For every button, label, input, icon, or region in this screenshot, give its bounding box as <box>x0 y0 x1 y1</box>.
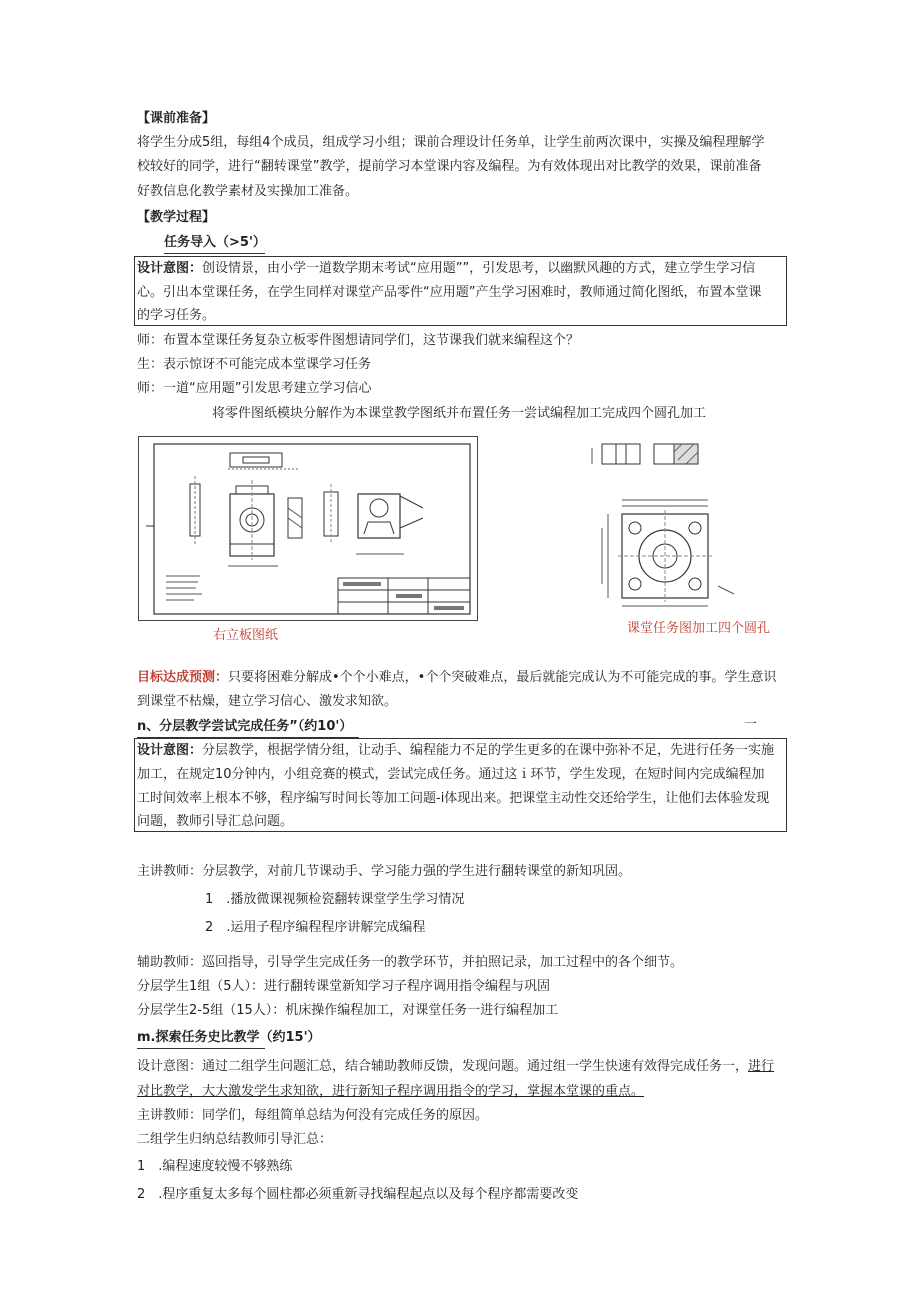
layered-main-teacher: 主讲教师：分层教学，对前几节课动手、学习能力强的学生进行翻转课堂的新知巩固。 <box>137 864 632 879</box>
explore-item-2: 2 .程序重复太多每个圆柱都必须重新寻找编程起点以及每个程序都需要改变 <box>137 1187 579 1202</box>
explore-main-teacher: 主讲教师：同学们，每组简单总结为何没有完成任务的原因。 <box>137 1108 489 1123</box>
prep-line-1: 将学生分成5组，每组4个成员，组成学习小组；课前合理设计任务单，让学生前两次课中，实操及编程理解学 <box>137 135 765 150</box>
layered-step-1: 1 .播放微课视频检瓷翻转课堂学生学习情况 <box>205 892 465 907</box>
intro-design-line-2: 心。引出本堂课任务，在学生同样对课堂产品零件“应用题”产生学习困难时，教师通过简化图纸，布置本堂课 <box>137 285 762 300</box>
intro-design-line-1 <box>137 260 755 278</box>
goal-line-2: 到课堂不枯燥，建立学习信心、激发求知欲。 <box>137 694 398 709</box>
layered-design-label: 设计意图： <box>137 743 203 758</box>
explore-heading: m.探索任务史比教学（约15'） <box>137 1030 321 1045</box>
goal-label: 目标达成预测： <box>137 670 229 685</box>
task-intro-underline <box>164 253 265 254</box>
layered-heading: n、分层教学尝试完成任务”（约10'） <box>137 719 353 734</box>
dialogue-line-3: 师：一道“应用题”引发思考建立学习信心 <box>137 381 372 396</box>
prep-line-3: 好教信息化教学素材及实操加工准备。 <box>137 184 359 199</box>
layered-design-line-1 <box>137 742 774 760</box>
task-part-drawing <box>578 436 748 621</box>
design-label: 设计意图： <box>137 261 203 276</box>
task-intro-heading: 任务导入（>5'） <box>164 235 266 250</box>
layered-design-line-4: 问题，教师引导汇总问题。 <box>137 814 294 829</box>
dialogue-line-2: 生：表示惊讶不可能完成本堂课学习任务 <box>137 357 372 372</box>
layered-group-2: 分层学生2-5组（15人）：机床操作编程加工，对课堂任务一进行编程加工 <box>137 1003 559 1018</box>
layered-design-line-3: 工时间效率上根本不够，程序编写时间长等加工问题-i体现出来。把课堂主动性交还给学生，让他们去体验发现 <box>137 791 770 806</box>
intro-design-line-3: 的学习任务。 <box>137 308 216 323</box>
layered-design-line-2: 加工，在规定10分钟内，小组竞赛的模式，尝试完成任务。通过这ｉ环节，学生发现，在短时间内完成编程加 <box>137 767 765 782</box>
goal-line-1 <box>137 669 776 687</box>
layered-group-1: 分层学生1组（5人）：进行翻转课堂新知学习子程序调用指令编程与巩固 <box>137 979 551 994</box>
prep-line-2: 校较好的同学，进行“翻转课堂”教学，提前学习本堂课内容及编程。为有效体现出对比教学的效果，课前准备 <box>137 159 762 174</box>
right-figure-caption: 课堂任务图加工四个圆孔 <box>627 621 771 636</box>
explore-design-text-1: 设计意图：通过二组学生问题汇总，结合辅助教师反馈，发现问题。通过组一学生快速有效得完成任务一， <box>137 1059 749 1074</box>
explore-heading-underline <box>137 1048 265 1049</box>
layered-dash: 一 <box>744 717 758 732</box>
intro-design-text-1: 创设情景，由小学一道数学期末考试“应用题””，引发思考，以幽默风趣的方式，建立学生学习信 <box>202 261 756 276</box>
explore-design-line-1 <box>137 1058 774 1076</box>
explore-design-line-2: 对比教学，大大激发学生求知欲，进行新知子程序调用指令的学习，掌握本堂课的重点。 <box>137 1084 645 1099</box>
prep-heading: 【课前准备】 <box>137 111 216 126</box>
explore-summary: 二组学生归纳总结教师引导汇总： <box>137 1132 333 1147</box>
process-heading: 【教学过程】 <box>137 210 216 225</box>
layered-step-2: 2 .运用子程序编程程序讲解完成编程 <box>205 920 426 935</box>
vertical-plate-drawing <box>138 436 478 621</box>
left-figure-caption: 右立板图纸 <box>213 628 279 643</box>
goal-text-1: 只要将困难分解成•个个小难点，•个个突破难点，最后就能完成认为不可能完成的事。学生意识 <box>228 670 777 685</box>
layered-assistant: 辅助教师：巡回指导，引导学生完成任务一的教学环节，并拍照记录，加工过程中的各个细节。 <box>137 955 684 970</box>
layered-design-text-1: 分层教学，根据学情分组，让动手、编程能力不足的学生更多的在课中弥补不足，先进行任务一实施 <box>202 743 775 758</box>
explore-design-text-1b: 进行 <box>748 1059 775 1074</box>
task-center-line: 将零件图纸模块分解作为本课堂教学图纸并布置任务一尝试编程加工完成四个圆孔加工 <box>212 406 707 421</box>
explore-item-1: 1 .编程速度较慢不够熟练 <box>137 1159 293 1174</box>
dialogue-line-1: 师：布置本堂课任务复杂立板零件图想请同学们，这节课我们就来编程这个？ <box>137 333 580 348</box>
